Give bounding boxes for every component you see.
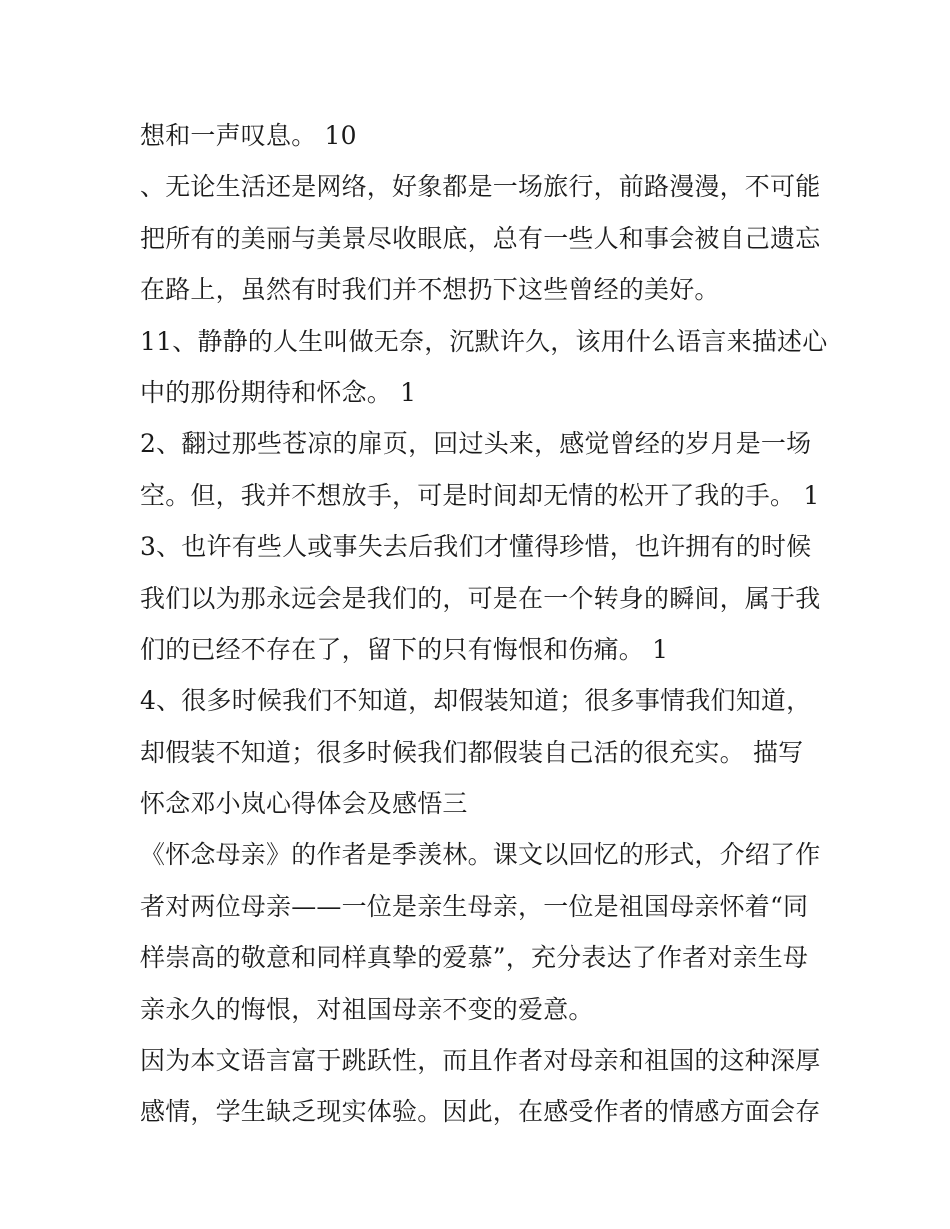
text-line: 者对两位母亲——一位是亲生母亲，一位是祖国母亲怀着“同: [140, 891, 809, 921]
text-line: 想和一声叹息。 10: [140, 121, 357, 150]
text-line: 把所有的美丽与美景尽收眼底，总有一些人和事会被自己遗忘: [140, 223, 821, 253]
text-line: 感情，学生缺乏现实体验。因此，在感受作者的情感方面会存: [140, 1097, 821, 1127]
text-line: 在路上，虽然有时我们并不想扔下这些曾经的美好。: [140, 275, 720, 305]
text-line: 因为本文语言富于跳跃性，而且作者对母亲和祖国的这种深厚: [140, 1046, 821, 1076]
text-line: 3、也许有些人或事失去后我们才懂得珍惜，也许拥有的时候: [140, 532, 812, 562]
text-line: 11、静静的人生叫做无奈，沉默许久，该用什么语言来描述心: [140, 326, 828, 356]
text-line: 中的那份期待和怀念。 1: [140, 377, 417, 407]
text-line: 空。但，我并不想放手，可是时间却无情的松开了我的手。 1: [140, 480, 820, 510]
text-line: 4、很多时候我们不知道，却假装知道；很多事情我们知道，: [140, 686, 812, 716]
text-line: 亲永久的悔恨，对祖国母亲不变的爱意。: [140, 994, 594, 1024]
text-line: 、无论生活还是网络，好象都是一场旅行，前路漫漫，不可能: [140, 172, 821, 202]
section-heading: 怀念邓小岚心得体会及感悟三: [140, 789, 468, 819]
document-body: [140, 110, 830, 1138]
text-line: 《怀念母亲》的作者是季羡林。课文以回忆的形式，介绍了作: [140, 840, 821, 870]
text-line: 样崇高的敬意和同样真挚的爱慕”，充分表达了作者对亲生母: [140, 943, 809, 973]
text-line: 们的已经不存在了，留下的只有悔恨和伤痛。 1: [140, 634, 669, 664]
text-line: 我们以为那永远会是我们的，可是在一个转身的瞬间，属于我: [140, 583, 821, 613]
text-line: 却假装不知道；很多时候我们都假装自己活的很充实。 描写: [140, 737, 804, 767]
text-line: 2、翻过那些苍凉的扉页，回过头来，感觉曾经的岁月是一场: [140, 429, 812, 459]
